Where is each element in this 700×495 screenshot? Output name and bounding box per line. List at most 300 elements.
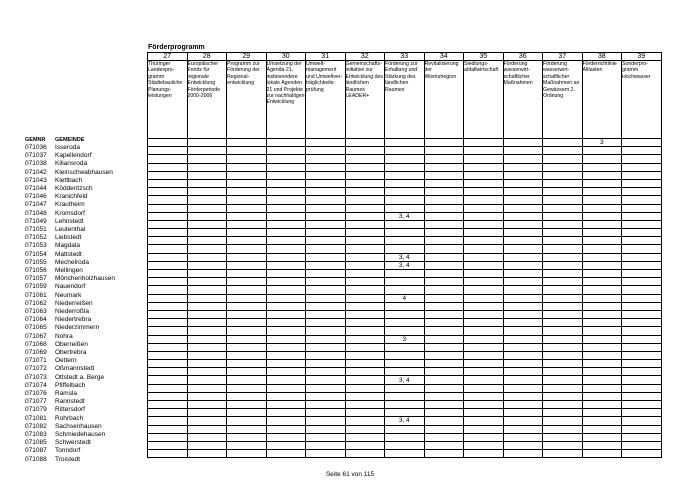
table-cell	[424, 302, 464, 310]
table-cell	[503, 212, 543, 220]
gemeinde-name: Nauendorf	[55, 283, 86, 291]
table-cell	[266, 368, 306, 376]
table-cell	[227, 196, 267, 204]
table-cell	[306, 302, 346, 310]
table-cell	[148, 327, 188, 335]
table-cell	[582, 220, 622, 228]
table-cell	[345, 155, 385, 163]
list-item	[25, 374, 145, 382]
table-cell	[148, 147, 188, 155]
table-cell	[503, 343, 543, 351]
table-cell	[464, 335, 504, 343]
table-cell	[464, 376, 504, 384]
table-cell	[227, 253, 267, 261]
table-cell	[582, 433, 622, 441]
table-cell	[464, 171, 504, 179]
table-cell	[227, 147, 267, 155]
gemnr-value: 071037	[25, 152, 47, 160]
list-item	[25, 234, 145, 242]
table-cell	[503, 204, 543, 212]
table-cell	[227, 441, 267, 449]
table-cell	[385, 384, 425, 392]
table-cell	[385, 368, 425, 376]
gemeinde-name: Mönchenholzhausen	[55, 275, 115, 283]
table-cell	[464, 188, 504, 196]
column-header-gemeinde: GEMEINDE	[55, 137, 85, 143]
table-cell	[582, 294, 622, 302]
table-row	[148, 360, 662, 368]
table-row	[148, 319, 662, 327]
table-cell	[622, 384, 662, 392]
table-cell	[187, 376, 227, 384]
table-cell	[148, 204, 188, 212]
table-cell	[424, 229, 464, 237]
table-cell	[266, 245, 306, 253]
table-cell	[187, 450, 227, 458]
table-cell	[424, 384, 464, 392]
gemnr-value: 071054	[25, 250, 47, 258]
table-cell	[148, 417, 188, 425]
table-cell	[187, 270, 227, 278]
list-item	[25, 169, 145, 177]
list-item	[25, 447, 145, 455]
table-cell	[543, 270, 583, 278]
table-cell	[503, 409, 543, 417]
table-cell	[582, 278, 622, 286]
table-cell	[227, 450, 267, 458]
table-cell	[266, 392, 306, 400]
gemeinde-name: Schmiedehausen	[55, 431, 106, 438]
list-item	[25, 300, 145, 308]
table-cell	[582, 310, 622, 318]
gemeinde-name: Pfiffelbach	[55, 381, 86, 389]
table-row	[148, 204, 662, 212]
table-cell	[385, 425, 425, 433]
table-cell	[148, 220, 188, 228]
table-cell	[464, 220, 504, 228]
table-cell	[148, 343, 188, 351]
table-cell	[187, 409, 227, 417]
table-cell	[543, 196, 583, 204]
gemnr-value: 071069	[25, 349, 47, 356]
table-row	[148, 270, 662, 278]
table-cell	[227, 351, 267, 359]
table-cell	[227, 401, 267, 409]
table-cell: 3, 4	[385, 261, 425, 269]
table-cell	[622, 204, 662, 212]
table-cell	[187, 163, 227, 171]
column-number: 29	[227, 53, 267, 61]
table-cell	[464, 204, 504, 212]
table-cell	[503, 139, 543, 147]
table-cell	[385, 155, 425, 163]
table-cell	[306, 425, 346, 433]
program-name: Förderung wasserwirt-schaftlicher Maßnahmen an Gewässern 2. Ordnung	[543, 61, 583, 139]
table-row	[148, 433, 662, 441]
table-cell	[148, 368, 188, 376]
table-cell	[543, 278, 583, 286]
gemeinde-name: Magdala	[55, 242, 80, 250]
table-cell	[424, 310, 464, 318]
table-cell	[424, 237, 464, 245]
table-cell	[266, 278, 306, 286]
gemnr-value: 071048	[25, 209, 47, 217]
gemeinde-name: Niederzimmern	[55, 324, 100, 332]
table-cell	[306, 237, 346, 245]
table-cell	[187, 384, 227, 392]
table-cell	[306, 441, 346, 449]
table-cell	[345, 220, 385, 228]
table-cell	[622, 163, 662, 171]
table-cell	[345, 188, 385, 196]
table-cell	[503, 179, 543, 187]
program-name: Förderrichtlinie Altlasten	[582, 61, 622, 139]
table-cell	[187, 253, 227, 261]
table-cell	[266, 155, 306, 163]
table-cell	[622, 302, 662, 310]
table-cell	[543, 310, 583, 318]
list-item	[25, 423, 145, 431]
table-cell	[622, 261, 662, 269]
table-cell	[464, 351, 504, 359]
table-cell	[622, 229, 662, 237]
table-cell	[543, 245, 583, 253]
table-cell	[385, 220, 425, 228]
list-item	[25, 308, 145, 316]
table-cell	[503, 327, 543, 335]
table-cell	[187, 360, 227, 368]
table-cell	[148, 179, 188, 187]
table-row	[148, 327, 662, 335]
table-cell	[464, 384, 504, 392]
list-item	[25, 439, 145, 447]
table-cell	[345, 376, 385, 384]
table-cell	[345, 139, 385, 147]
table-cell	[345, 302, 385, 310]
table-cell	[227, 204, 267, 212]
table-cell	[424, 376, 464, 384]
table-cell	[227, 139, 267, 147]
table-cell	[227, 229, 267, 237]
table-cell	[503, 368, 543, 376]
table-cell	[227, 270, 267, 278]
table-cell	[148, 212, 188, 220]
table-cell	[503, 270, 543, 278]
table-cell: 3	[385, 335, 425, 343]
column-number: 37	[543, 53, 583, 61]
table-cell	[543, 188, 583, 196]
gemeinde-name: Leutenthal	[55, 226, 86, 233]
table-cell	[622, 278, 662, 286]
table-cell	[622, 425, 662, 433]
table-cell	[345, 441, 385, 449]
table-cell	[345, 433, 385, 441]
table-cell	[424, 196, 464, 204]
table-cell	[543, 171, 583, 179]
table-cell	[582, 171, 622, 179]
table-cell	[622, 294, 662, 302]
table-cell	[148, 433, 188, 441]
gemnr-value: 071088	[25, 455, 47, 463]
list-item	[25, 177, 145, 185]
table-cell	[187, 171, 227, 179]
table-cell	[424, 286, 464, 294]
table-cell	[148, 441, 188, 449]
table-cell	[543, 139, 583, 147]
table-cell	[543, 376, 583, 384]
table-cell	[622, 335, 662, 343]
table-cell	[266, 237, 306, 245]
list-item	[25, 406, 145, 414]
gemnr-value: 071068	[25, 340, 47, 348]
table-cell	[424, 425, 464, 433]
table-cell	[622, 343, 662, 351]
table-cell: 3	[582, 139, 622, 147]
table-cell	[306, 179, 346, 187]
table-cell	[622, 441, 662, 449]
table-cell	[385, 441, 425, 449]
table-cell	[266, 425, 306, 433]
table-cell	[187, 188, 227, 196]
table-cell	[227, 409, 267, 417]
table-row	[148, 147, 662, 155]
table-cell	[345, 237, 385, 245]
table-cell	[266, 360, 306, 368]
gemnr-value: 071044	[25, 185, 47, 192]
table-cell	[306, 188, 346, 196]
program-name: Thüringer Landespro-gramm Städtebauliche Planungs-leistungen	[148, 61, 188, 139]
table-cell	[148, 392, 188, 400]
table-cell	[543, 343, 583, 351]
program-name: Europäischer Fonds für regionale Entwicklung Förderperiode 2000-2006	[187, 61, 227, 139]
column-number: 34	[424, 53, 464, 61]
table-cell	[345, 245, 385, 253]
table-cell	[464, 245, 504, 253]
table-cell	[424, 319, 464, 327]
table-cell	[227, 278, 267, 286]
table-cell	[345, 401, 385, 409]
table-cell	[148, 401, 188, 409]
table-cell	[345, 196, 385, 204]
table-cell	[345, 450, 385, 458]
table-cell	[266, 343, 306, 351]
table-row	[148, 294, 662, 302]
table-cell	[227, 319, 267, 327]
table-cell	[227, 335, 267, 343]
table-cell	[345, 327, 385, 335]
gemeinde-name: Niedertrebra	[55, 316, 92, 324]
table-cell	[503, 155, 543, 163]
table-cell	[345, 204, 385, 212]
gemnr-value: 071056	[25, 267, 47, 274]
gemnr-value: 071046	[25, 193, 47, 201]
table-cell	[306, 171, 346, 179]
gemnr-value: 071062	[25, 299, 47, 307]
table-cell	[385, 343, 425, 351]
table-cell	[503, 441, 543, 449]
table-cell	[582, 360, 622, 368]
table-cell	[582, 196, 622, 204]
table-cell	[266, 253, 306, 261]
table-cell	[385, 237, 425, 245]
column-number: 33	[385, 53, 425, 61]
table-cell	[464, 417, 504, 425]
table-cell	[543, 417, 583, 425]
table-cell	[543, 229, 583, 237]
table-cell	[543, 441, 583, 449]
table-cell	[385, 302, 425, 310]
table-cell	[582, 270, 622, 278]
table-cell	[266, 351, 306, 359]
list-item	[25, 365, 145, 373]
table-cell	[464, 147, 504, 155]
table-row	[148, 384, 662, 392]
table-cell	[227, 294, 267, 302]
table-cell	[464, 261, 504, 269]
table-cell	[187, 245, 227, 253]
table-cell	[464, 310, 504, 318]
table-row	[148, 376, 662, 384]
program-table	[147, 52, 662, 458]
table-row	[148, 155, 662, 163]
table-cell	[187, 433, 227, 441]
table-cell	[345, 310, 385, 318]
table-cell	[345, 351, 385, 359]
table-cell	[345, 171, 385, 179]
table-cell	[385, 278, 425, 286]
table-cell	[306, 204, 346, 212]
table-cell	[622, 351, 662, 359]
gemnr-value: 071074	[25, 381, 47, 389]
table-cell	[582, 155, 622, 163]
table-cell	[543, 163, 583, 171]
table-cell	[464, 229, 504, 237]
table-cell	[345, 319, 385, 327]
table-cell	[345, 417, 385, 425]
table-row	[148, 212, 662, 220]
table-cell	[543, 147, 583, 155]
table-cell	[227, 171, 267, 179]
table-cell	[306, 335, 346, 343]
table-cell	[385, 147, 425, 155]
gemnr-value: 071063	[25, 308, 47, 315]
table-row	[148, 229, 662, 237]
table-row	[148, 220, 662, 228]
program-name: Sonderpro-gramm Hochwasser	[622, 61, 662, 139]
table-cell	[582, 179, 622, 187]
table-cell	[503, 450, 543, 458]
table-cell	[306, 294, 346, 302]
table-cell	[187, 196, 227, 204]
table-cell	[187, 343, 227, 351]
table-cell	[622, 319, 662, 327]
table-cell	[385, 286, 425, 294]
table-cell	[266, 179, 306, 187]
table-cell	[622, 253, 662, 261]
table-cell	[345, 360, 385, 368]
table-cell	[187, 229, 227, 237]
table-cell	[543, 302, 583, 310]
gemnr-value: 071052	[25, 234, 47, 242]
table-row	[148, 425, 662, 433]
table-cell: 3, 4	[385, 417, 425, 425]
table-cell	[622, 360, 662, 368]
table-cell	[227, 302, 267, 310]
table-cell	[385, 409, 425, 417]
table-cell	[582, 253, 622, 261]
table-cell	[227, 245, 267, 253]
table-cell	[543, 327, 583, 335]
table-cell	[503, 302, 543, 310]
table-cell	[582, 212, 622, 220]
table-cell	[503, 261, 543, 269]
table-cell	[266, 376, 306, 384]
table-cell	[266, 335, 306, 343]
program-name: Umwelt-management und Umweltver-träglichkeits-prüfung	[306, 61, 346, 139]
gemnr-value: 071053	[25, 242, 47, 250]
table-cell	[227, 368, 267, 376]
table-cell	[306, 147, 346, 155]
list-item	[25, 144, 145, 152]
list-item	[25, 218, 145, 226]
table-cell	[464, 425, 504, 433]
table-row	[148, 351, 662, 359]
table-cell	[582, 392, 622, 400]
table-cell	[464, 179, 504, 187]
table-cell	[345, 392, 385, 400]
table-cell	[503, 425, 543, 433]
table-cell	[424, 343, 464, 351]
table-cell	[464, 319, 504, 327]
table-cell	[187, 278, 227, 286]
table-cell	[464, 237, 504, 245]
table-cell	[582, 343, 622, 351]
table-cell	[582, 417, 622, 425]
gemnr-value: 071047	[25, 201, 47, 209]
gemeinde-name: Kromsdorf	[55, 209, 85, 217]
table-cell	[227, 179, 267, 187]
table-cell	[543, 253, 583, 261]
table-cell	[266, 433, 306, 441]
gemnr-value: 071083	[25, 431, 47, 438]
table-cell	[503, 335, 543, 343]
table-cell	[464, 139, 504, 147]
table-cell	[424, 401, 464, 409]
table-cell	[464, 253, 504, 261]
table-cell	[187, 179, 227, 187]
table-cell	[345, 163, 385, 171]
table-cell	[148, 278, 188, 286]
table-cell	[148, 253, 188, 261]
table-cell	[266, 319, 306, 327]
table-cell	[345, 229, 385, 237]
table-row	[148, 179, 662, 187]
column-number: 36	[503, 53, 543, 61]
table-cell	[543, 155, 583, 163]
table-cell	[622, 327, 662, 335]
table-cell	[464, 163, 504, 171]
table-cell	[543, 368, 583, 376]
gemnr-value: 071067	[25, 332, 47, 340]
gemeinde-name: Liebstedt	[55, 234, 82, 242]
table-cell	[503, 188, 543, 196]
table-cell	[424, 360, 464, 368]
table-cell	[582, 237, 622, 245]
table-cell	[385, 188, 425, 196]
table-cell	[266, 196, 306, 204]
list-item	[25, 398, 145, 406]
table-cell	[424, 179, 464, 187]
